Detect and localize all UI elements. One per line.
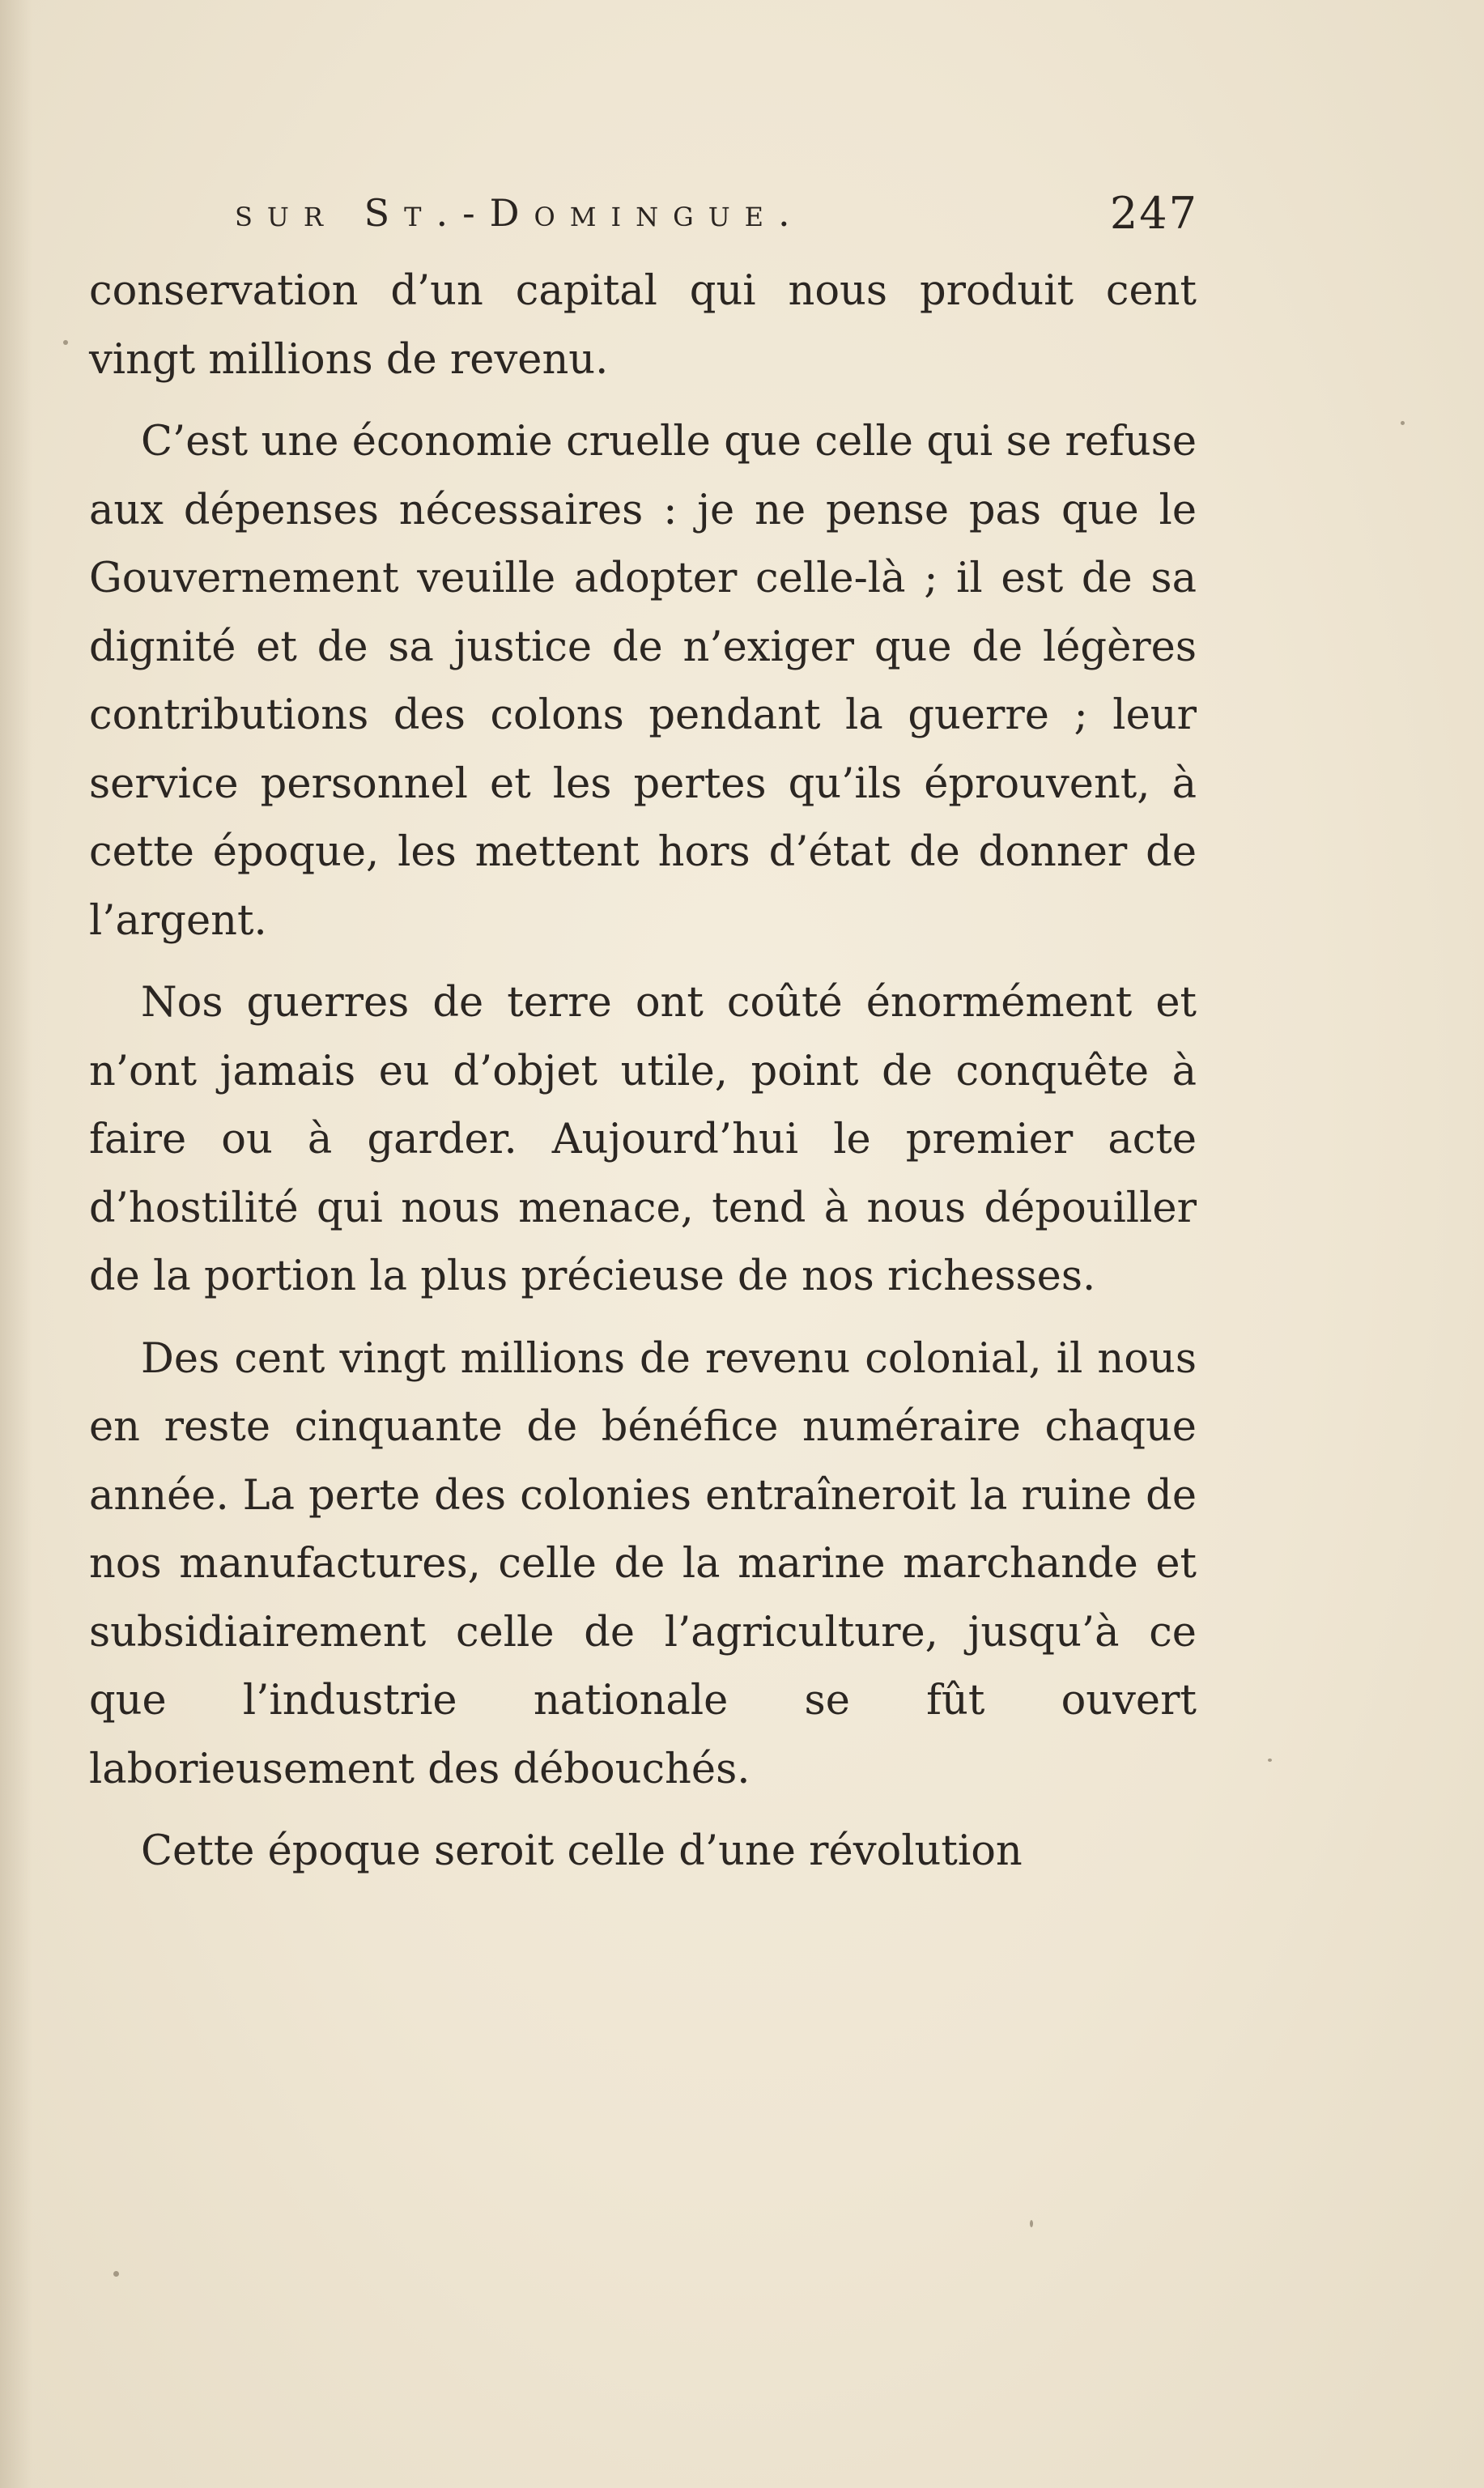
paragraph: C’est une économie cruelle que celle qui se refuse aux dépenses nécessaires : je ne pense pas que le Gouvernement veuille adopter celle-là ; il est de sa dignité et de sa justice de n’exiger que de légères contributions des colons pendant la guerre ; leur service personnel et les pertes qu’ils éprouvent, à cette époque, les mettent hors d’état de donner de l’argent.	[89, 418, 1197, 945]
paper-speck	[1030, 2220, 1033, 2227]
body-text	[89, 257, 1197, 1886]
page-fold-shadow	[0, 0, 32, 2488]
paper-speck	[113, 2271, 119, 2277]
paper-speck	[1268, 1759, 1272, 1762]
running-head	[235, 188, 1198, 245]
running-head-title: sur St.-Domingue.	[235, 191, 805, 235]
paragraph: Cette époque seroit celle d’une révolution	[141, 1827, 1023, 1875]
paper-speck	[63, 340, 68, 345]
paper-speck	[1401, 421, 1405, 425]
paragraph: Des cent vingt millions de revenu colonial, il nous en reste cinquante de bénéfice numéraire chaque année. La perte des colonies entraîneroit la ruine de nos manufactures, celle de la marine marchande et subsidiairement celle de l’agriculture, jusqu’à ce que l’industrie nationale se fût ouvert laborieusement des débouchés.	[89, 1334, 1197, 1793]
paragraph: conservation d’un capital qui nous produit cent vingt millions de revenu.	[89, 267, 1197, 384]
page-number: 247	[1109, 188, 1198, 239]
paragraph: Nos guerres de terre ont coûté énormément et n’ont jamais eu d’objet utile, point de conquête à faire ou à garder. Aujourd’hui le premier acte d’hostilité qui nous menace, tend à nous dépouiller de la portion la plus précieuse de nos richesses.	[89, 979, 1197, 1300]
